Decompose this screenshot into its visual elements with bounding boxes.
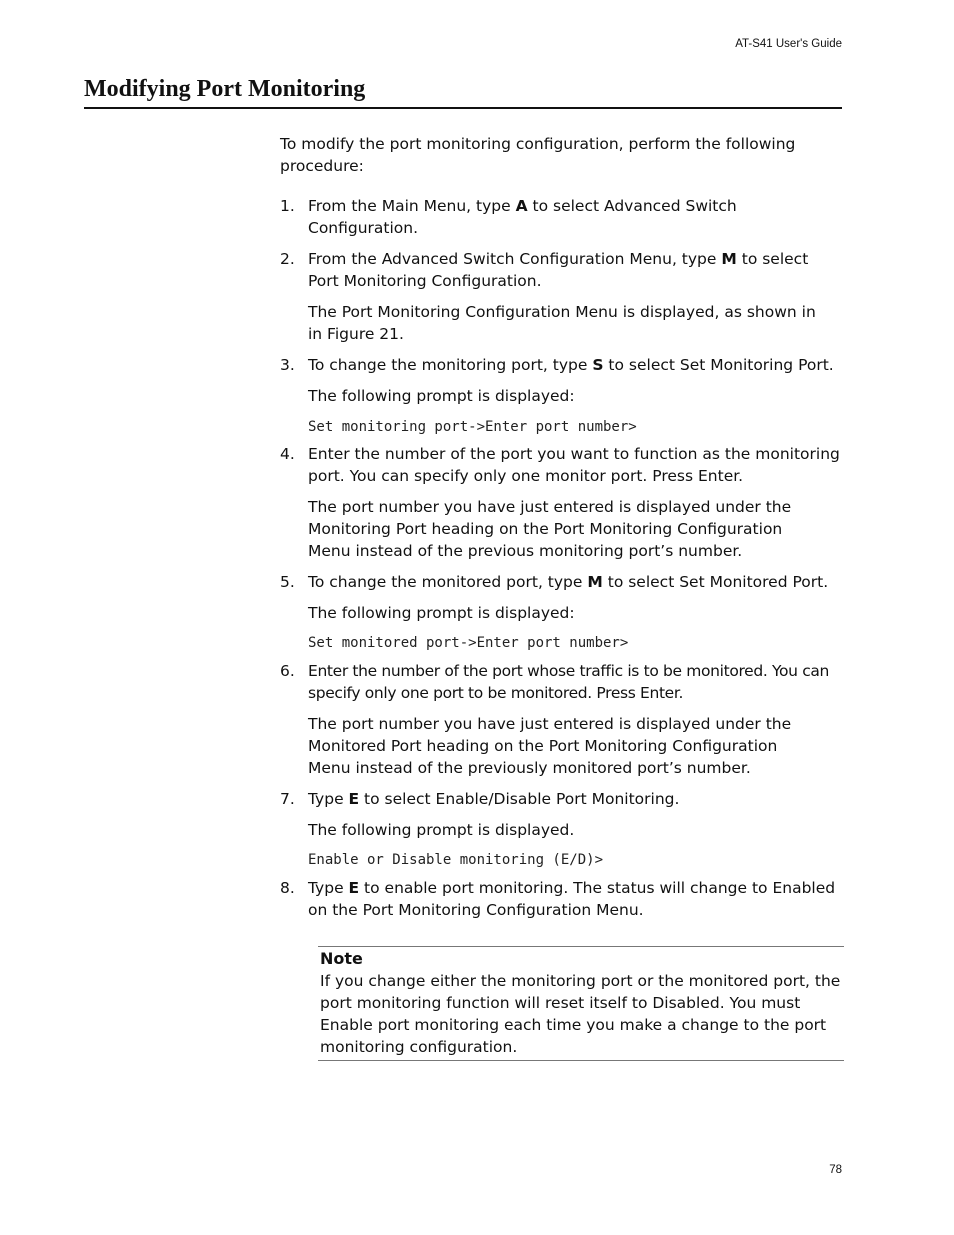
- step-3-result: The following prompt is displayed:: [308, 387, 575, 405]
- note-text: If you change either the monitoring port or the monitored port, the port monitoring function will reset itself to Disabled. You must Enable port monitoring each time you make a change to the port monitoring configuration.: [320, 972, 841, 1056]
- step-number: 3.: [280, 356, 295, 374]
- page-number: 78: [829, 1164, 842, 1176]
- prompt-code: Set monitored port->Enter port number>: [308, 635, 629, 651]
- step-4-result: The port number you have just entered is displayed under the Monitoring Port heading on the Port Monitoring Configuration Menu instead of the previous monitoring port’s number.: [308, 498, 792, 560]
- step-number: 8.: [280, 879, 295, 897]
- key-letter: M: [587, 573, 603, 591]
- key-letter: E: [348, 879, 360, 897]
- prompt-code: Enable or Disable monitoring (E/D)>: [308, 852, 604, 868]
- step-number: 2.: [280, 250, 295, 268]
- step-text: Type E to enable port monitoring. The status will change to Enabled on the Port Monitoring Configuration Menu.: [308, 879, 836, 919]
- prompt-code: Set monitoring port->Enter port number>: [308, 419, 637, 435]
- step-text: Type E to select Enable/Disable Port Monitoring.: [308, 790, 680, 808]
- step-number: 4.: [280, 445, 295, 463]
- note-label: Note: [320, 949, 363, 968]
- intro-paragraph: To modify the port monitoring configuration, perform the following procedure:: [280, 135, 796, 175]
- section-title: Modifying Port Monitoring: [84, 76, 842, 109]
- step-5-result: The following prompt is displayed:: [308, 604, 575, 622]
- key-letter: E: [348, 790, 360, 808]
- step-text: Enter the number of the port you want to function as the monitoring port. You can specify only one monitor port. Press Enter.: [308, 445, 840, 485]
- step-number: 1.: [280, 197, 295, 215]
- step-text: From the Advanced Switch Configuration Menu, type M to select Port Monitoring Configuration.: [308, 250, 809, 290]
- key-letter: A: [515, 197, 528, 215]
- key-letter: M: [721, 250, 737, 268]
- step-number: 5.: [280, 573, 295, 591]
- note-box: [318, 946, 844, 1061]
- step-2-result: The Port Monitoring Configuration Menu is displayed, as shown in in Figure 21.: [308, 303, 816, 343]
- step-number: 6.: [280, 662, 295, 680]
- key-letter: S: [592, 356, 604, 374]
- step-text: To change the monitoring port, type S to select Set Monitoring Port.: [308, 356, 834, 374]
- step-7-result: The following prompt is displayed.: [308, 821, 575, 839]
- step-text: To change the monitored port, type M to select Set Monitored Port.: [308, 573, 829, 591]
- step-6-result: The port number you have just entered is displayed under the Monitored Port heading on the Port Monitoring Configuration Menu instead of the previously monitored port’s number.: [308, 715, 792, 777]
- step-number: 7.: [280, 790, 295, 808]
- running-header: AT-S41 User's Guide: [735, 38, 842, 50]
- step-text: Enter the number of the port whose traffic is to be monitored. You can specify only one port to be monitored. Press Enter.: [308, 662, 830, 702]
- step-text: From the Main Menu, type A to select Advanced Switch Configuration.: [308, 197, 737, 237]
